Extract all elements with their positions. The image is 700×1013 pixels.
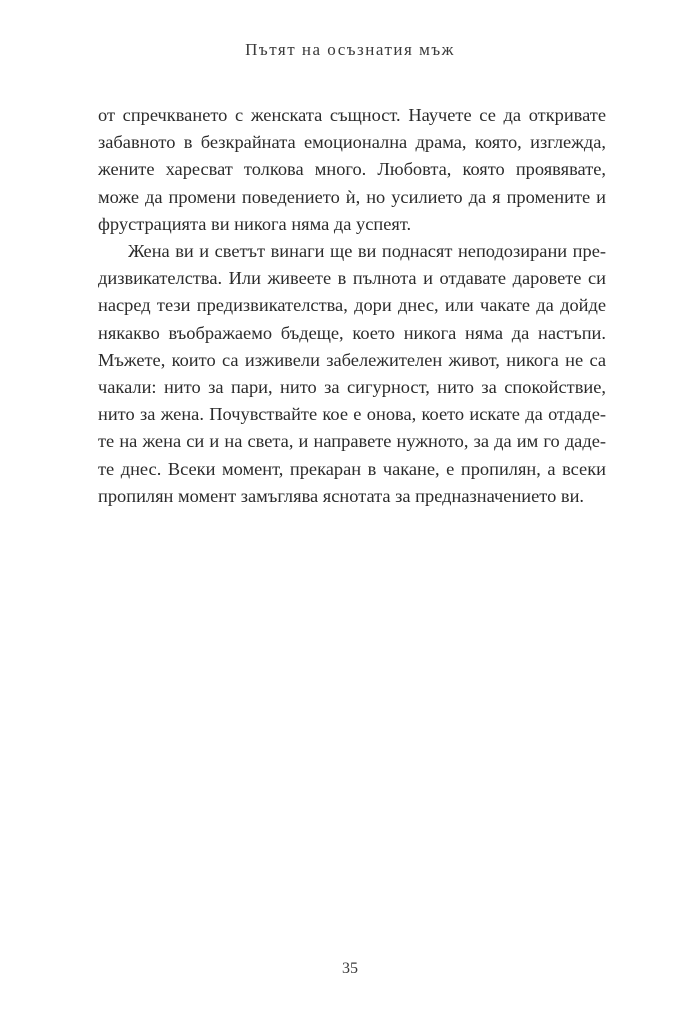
text-line: пропилян момент замъглява яснотата за предназначението ви. (98, 485, 585, 506)
text-line: Мъжете, които са изживели забележителен живот, никога не са (98, 349, 606, 370)
text-line: фрустрацията ви никога няма да успеят. (98, 213, 412, 234)
text-line: някакво въображаемо бъдеще, което никога няма да настъпи. (98, 322, 606, 343)
text-line: може да промени поведението ѝ, но усилието да я промените и (98, 186, 606, 207)
text-line: Жена ви и светът винаги ще ви поднасят неподозирани пре- (128, 241, 606, 262)
text-line: жените харесват толкова много. Любовта, която проявявате, (98, 159, 606, 180)
page-number: 35 (342, 960, 358, 977)
paragraph-2 (98, 238, 606, 510)
body-text (98, 102, 606, 510)
paragraph-1 (98, 102, 606, 238)
text-line: от спречкването с женската същност. Научете се да откривате (98, 105, 606, 125)
text-line: те на жена си и на света, и направете нужното, за да им го даде- (98, 431, 606, 452)
text-line: чакали: нито за пари, нито за сигурност, нито за спокойствие, (98, 377, 606, 398)
text-line: дизвикателства. Или живеете в пълнота и отдавате даровете си (98, 268, 606, 289)
running-head: Пътят на осъзнатия мъж (245, 40, 455, 59)
text-line: те днес. Всеки момент, прекаран в чакане, е пропилян, а всеки (98, 458, 606, 479)
text-line: насред тези предизвикателства, дори днес, или чакате да дойде (98, 295, 606, 316)
text-line: нито за жена. Почувствайте кое е онова, което искате да отдаде- (98, 404, 606, 425)
text-line: забавното в безкрайната емоционална драма, която, изглежда, (98, 132, 606, 153)
